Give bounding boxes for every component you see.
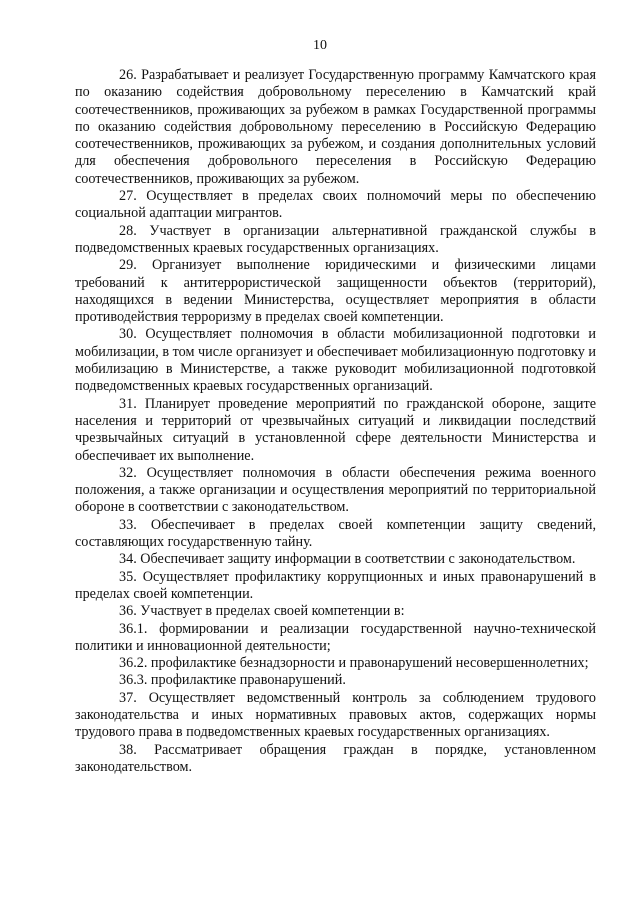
paragraph-26: 26. Разрабатывает и реализует Государственную программу Камчатского края по оказанию содействия добровольному переселению в Камчатский край соотечественников, проживающих за рубежом в рамках Государственной программы по оказанию содействия добровольному переселению в Российскую Федерацию соотечественников, проживающих за рубежом, и создания дополнительных условий для обеспечения добровольного переселения в Российскую Федерацию соотечественников, проживающих за рубежом.	[75, 67, 596, 187]
paragraph-34: 34. Обеспечивает защиту информации в соответствии с законодательством.	[119, 551, 576, 568]
paragraph-38: 38. Рассматривает обращения граждан в порядке, установленном законодательством.	[75, 741, 596, 775]
paragraph-36-2: 36.2. профилактике безнадзорности и правонарушений несовершеннолетних;	[119, 655, 589, 672]
paragraph-29: 29. Организует выполнение юридическими и физическими лицами требований к антитеррористической защищенности объектов (территорий), находящихся в ведении Министерства, осуществляет мероприятия в области противодействия терроризму в пределах своей компетенции.	[75, 257, 596, 326]
paragraph-32: 32. Осуществляет полномочия в области обеспечения режима военного положения, а также организации и осуществления мероприятий по территориальной обороне в соответствии с законодательством.	[75, 464, 596, 516]
paragraph-37: 37. Осуществляет ведомственный контроль за соблюдением трудового законодательства и иных нормативных правовых актов, содержащих нормы трудового права в подведомственных краевых государственных организациях.	[75, 689, 596, 741]
paragraph-27: 27. Осуществляет в пределах своих полномочий меры по обеспечению социальной адаптации мигрантов.	[75, 188, 596, 222]
page-number: 10	[313, 38, 327, 53]
paragraph-36: 36. Участвует в пределах своей компетенции в:	[119, 603, 405, 620]
paragraph-31: 31. Планирует проведение мероприятий по гражданской обороне, защите населения и территорий от чрезвычайных ситуаций и ликвидации последствий чрезвычайных ситуаций в установленной сфере деятельности Министерства и обеспечивает их выполнение.	[75, 395, 596, 464]
paragraph-33: 33. Обеспечивает в пределах своей компетенции защиту сведений, составляющих государственную тайну.	[75, 516, 596, 551]
paragraph-30: 30. Осуществляет полномочия в области мобилизационной подготовки и мобилизации, в том числе организует и обеспечивает мобилизационную подготовку и мобилизацию в Министерстве, а также руководит мобилизационной подготовкой подведомственных краевых государственных организаций.	[75, 326, 596, 395]
paragraph-35: 35. Осуществляет профилактику коррупционных и иных правонарушений в пределах своей компетенции.	[75, 568, 596, 602]
paragraph-36-3: 36.3. профилактике правонарушений.	[119, 672, 346, 689]
paragraph-28: 28. Участвует в организации альтернативной гражданской службы в подведомственных краевых государственных организациях.	[75, 222, 596, 256]
document-body	[75, 67, 596, 776]
paragraph-36-1: 36.1. формировании и реализации государственной научно-технической политики и инновационной деятельности;	[75, 620, 596, 654]
